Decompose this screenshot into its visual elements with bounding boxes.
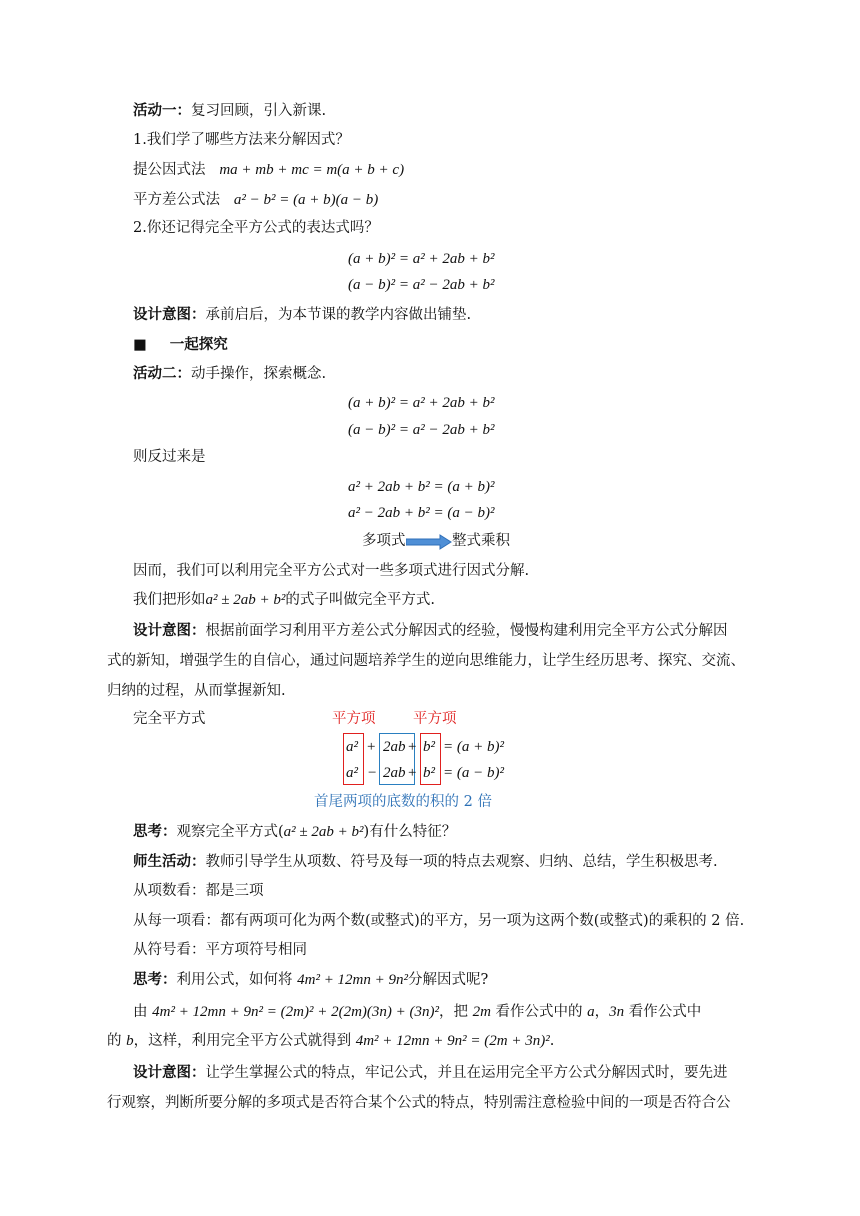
intent2-label: 设计意图： [133,622,206,639]
solve-term: a [587,1004,595,1020]
intent2-line3: 归纳的过程，从而掌握新知. [107,683,286,699]
method1-line [133,160,404,180]
section-heading [133,335,228,355]
formula-a-1: (a + b)² = a² + 2ab + b² [348,251,495,267]
diagram-caption: 首尾两项的底数的积的 2 倍 [314,794,492,810]
activity3-text: 教师引导学生从项数、符号及每一项的特点去观察、归纳、总结，学生积极思考. [205,854,718,870]
intent2-line1 [133,621,728,641]
section-bullet: ■ [133,337,147,353]
row2-b: b² [423,765,435,781]
activity3-line [133,852,718,872]
solve-text: 看作公式中 [624,1004,702,1020]
intent3-line2: 行观察，判断所要分解的多项式是否符合某个公式的特点，特别需注意检验中间的一项是否符合公 [107,1095,731,1111]
formula-c-1: a² + 2ab + b² = (a + b)² [348,479,495,495]
section-title: 一起探究 [169,336,228,353]
activity2-text: 动手操作，探索概念. [191,366,327,382]
arrow-right-label: 整式乘积 [452,533,510,549]
solve-text: ，这样，利用完全平方公式就得到 [133,1033,356,1049]
square-term-label-1: 平方项 [332,711,376,727]
definition-prefix: 我们把形如 [133,592,206,608]
definition-formula: a² ± 2ab + b² [205,592,286,608]
row1-b: b² [423,739,435,755]
observation-1: 从项数看：都是三项 [133,883,264,899]
arrow-left-label: 多项式 [362,533,406,549]
therefore-text: 因而，我们可以利用完全平方公式对一些多项式进行因式分解. [133,563,530,579]
solve-term: 3n [609,1004,625,1020]
method2-line [133,190,378,210]
intent1-label: 设计意图： [133,306,206,323]
intent2-line2: 式的新知，增强学生的自信心，通过问题培养学生的逆向思维能力，让学生经历思考、探究、交流、 [107,653,745,669]
right-arrow-icon [406,534,452,550]
activity1-label: 活动一： [133,102,191,119]
reverse-text: 则反过来是 [133,449,206,465]
solve-term: 2m [472,1004,491,1020]
think2-formula: 4m² + 12mn + 9n² [297,972,409,988]
think2-label: 思考： [133,971,177,988]
activity1-line [133,101,326,121]
method1-formula: ma + mb + mc = m(a + b + c) [219,162,405,178]
solve-text: 的 [107,1033,127,1049]
think2-suffix: 分解因式呢? [408,972,489,988]
intent3-text1: 让学生掌握公式的特点，牢记公式，并且在运用完全平方公式分解因式时，要先进 [205,1065,728,1081]
method1-label: 提公因式法 [133,162,206,178]
row1-op1: + [367,739,376,755]
row2-mid: 2ab [383,765,406,781]
think2-line [133,970,488,990]
think2-prefix: 利用公式，如何将 [176,972,298,988]
activity3-label: 师生活动： [133,853,206,870]
intent1-line [133,305,471,325]
solve-text: . [549,1033,555,1049]
activity2-label: 活动二： [133,365,191,382]
activity1-text: 复习回顾，引入新课. [191,103,327,119]
row2-a: a² [346,765,358,781]
row1-op2: + [408,739,417,755]
solve-text: 由 [133,1004,153,1020]
solve-text: 看作公式中的 [490,1004,588,1020]
formula-b-2: (a − b)² = a² − 2ab + b² [348,422,495,438]
diagram-title: 完全平方式 [133,711,206,727]
formula-b-1: (a + b)² = a² + 2ab + b² [348,395,495,411]
intent1-text: 承前启后，为本节课的教学内容做出铺垫. [205,307,472,323]
think1-line [133,822,456,842]
solve-line2 [107,1031,554,1051]
row1-mid: 2ab [383,739,406,755]
method2-label: 平方差公式法 [133,192,220,208]
think1-suffix: )有什么特征？ [363,824,457,840]
row2-rhs: = (a − b)² [443,765,504,781]
definition-line [133,590,435,610]
definition-suffix: 的式子叫做完全平方式. [285,592,435,608]
formula-a-2: (a − b)² = a² − 2ab + b² [348,277,495,293]
row1-a: a² [346,739,358,755]
method2-formula: a² − b² = (a + b)(a − b) [233,192,379,208]
row2-op2: + [408,765,417,781]
solve-text: ，把 [439,1004,473,1020]
think1-formula: a² ± 2ab + b² [283,824,364,840]
observation-2: 从每一项看：都有两项可化为两个数(或整式)的平方，另一项为这两个数(或整式)的乘积的 2 倍. [133,913,745,929]
solve-line1 [133,1002,701,1022]
formula-c-2: a² − 2ab + b² = (a − b)² [348,505,495,521]
think1-prefix: 观察完全平方式( [176,824,284,840]
square-term-label-2: 平方项 [413,711,457,727]
solve-text: ， [594,1004,610,1020]
row2-op1: − [368,765,377,781]
observation-3: 从符号看：平方项符号相同 [133,942,307,958]
row1-rhs: = (a + b)² [443,739,504,755]
question-2: 2.你还记得完全平方公式的表达式吗？ [133,220,379,236]
intent3-label: 设计意图： [133,1064,206,1081]
intent2-text1: 根据前面学习利用平方差公式分解因式的经验，慢慢构建利用完全平方公式分解因 [205,623,728,639]
think1-label: 思考： [133,823,177,840]
question-1: 1.我们学了哪些方法来分解因式？ [133,132,350,148]
solve-formula: 4m² + 12mn + 9n² = (2m + 3n)² [355,1033,550,1049]
intent3-line1 [133,1063,728,1083]
solve-term: b [126,1033,134,1049]
activity2-line [133,364,326,384]
solve-formula: 4m² + 12mn + 9n² = (2m)² + 2(2m)(3n) + (3n)² [152,1004,439,1020]
